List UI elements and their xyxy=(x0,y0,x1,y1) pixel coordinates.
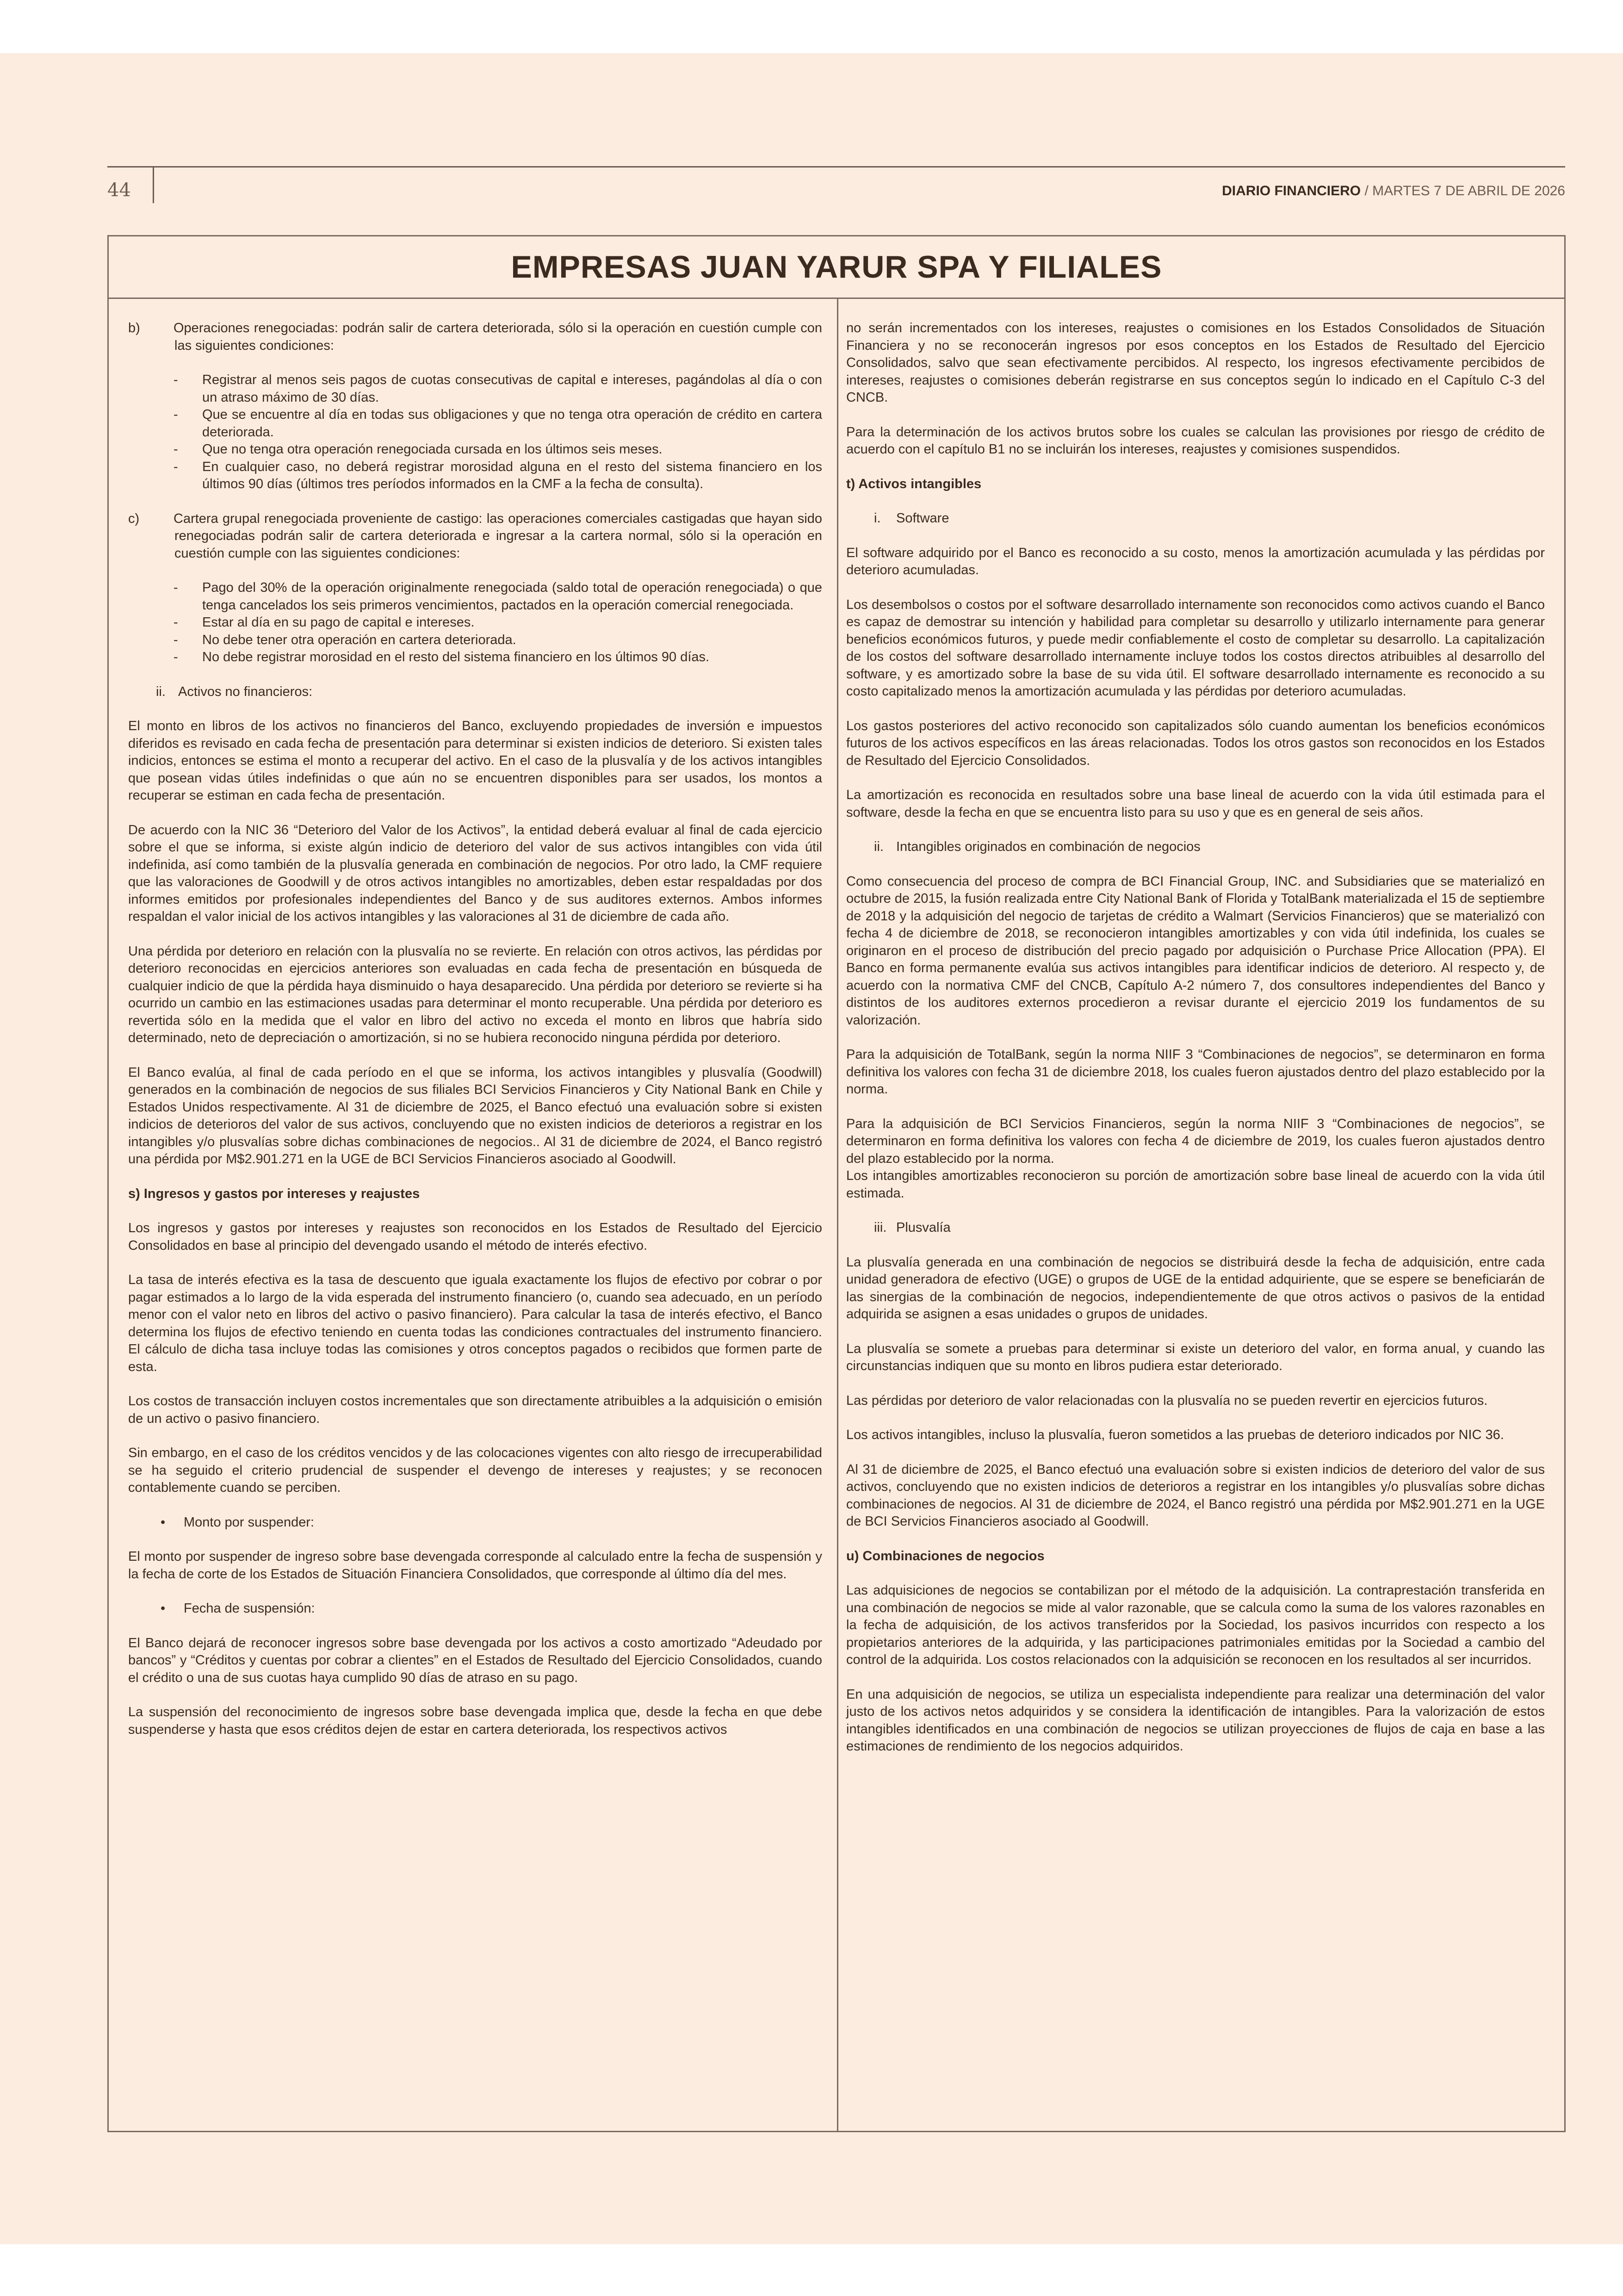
clause-b-label: b) xyxy=(128,321,140,335)
page-title: EMPRESAS JUAN YARUR SPA Y FILIALES xyxy=(511,249,1162,285)
subsection-iii-title: Plusvalía xyxy=(896,1220,951,1235)
list-item: - Registrar al menos seis pagos de cuotas consecutivas de capital e intereses, pagándolas al día o con un atraso máximo de 30 días. xyxy=(128,372,822,406)
paragraph: El monto en libros de los activos no financieros del Banco, excluyendo propiedades de inversión e impuestos diferidos es revisado en cada fecha de presentación para determinar si existen indicios de deterioro. Si existen tales indicios, entonces se estima el monto a recuperar del activo. En el caso de la plusvalía y de los activos intangibles que posean vidas útiles indefinidas o que aún no se encuentren disponibles para ser usados, los montos a recuperar se estiman en cada fecha de presentación. xyxy=(128,719,822,803)
subsection-iii-label: iii. xyxy=(874,1220,887,1235)
paragraph: El software adquirido por el Banco es reconocido a su costo, menos la amortización acumulada y las pérdidas por deterioro acumuladas. xyxy=(846,545,1545,577)
clause-c-conditions xyxy=(128,579,822,666)
paragraph: Los activos intangibles, incluso la plusvalía, fueron sometidos a las pruebas de deterioro indicados por NIC 36. xyxy=(846,1427,1504,1442)
paragraph: Las pérdidas por deterioro de valor relacionadas con la plusvalía no se pueden revertir en ejercicios futuros. xyxy=(846,1393,1488,1408)
page-number-divider xyxy=(153,166,154,203)
paragraph: Para la adquisición de TotalBank, según la norma NIIF 3 “Combinaciones de negocios”, se determinaron en forma definitiva los valores con fecha 31 de diciembre 2018, los cuales fueron ajustados dentro del plazo establecido por la norma. xyxy=(846,1047,1545,1097)
paragraph: La tasa de interés efectiva es la tasa de descuento que iguala exactamente los flujos de efectivo por cobrar o por pagar estimados a lo largo de la vida esperada del instrumento financiero (o, cuando sea adecuado, en un período menor con el valor neto en libros del activo o pasivo financiero). Para calcular la tasa de interés efectivo, el Banco determina los flujos de efectivo teniendo en cuenta todas las condiciones contractuales del instrumento financiero. El cálculo de dicha tasa incluye todas las comisiones y otros conceptos pagados o recibidos que formen parte de esta. xyxy=(128,1272,822,1374)
clause-c-text: Cartera grupal renegociada proveniente de castigo: las operaciones comerciales castigadas que hayan sido renegociadas podrán salir de cartera deteriorada e ingresar a la cartera normal, sólo si la operación en cuestión cumple con las siguientes condiciones: xyxy=(173,511,822,561)
bullet-monto xyxy=(128,1514,822,1532)
list-item: - Estar al día en su pago de capital e intereses. xyxy=(128,614,822,632)
list-item: - En cualquier caso, no deberá registrar morosidad alguna en el resto del sistema financiero en los últimos 90 días (últimos tres períodos informados en la CMF a la fecha de consulta). xyxy=(128,459,822,493)
subsection-i-title: Software xyxy=(896,511,949,526)
paragraph: Para la adquisición de BCI Servicios Financieros, según la norma NIIF 3 “Combinaciones de negocios”, se determinaron en forma definitiva los valores con fecha 4 de diciembre de 2019, los cuales fueron ajustados dentro del plazo establecido por la norma. xyxy=(846,1116,1545,1166)
subsection-ii-title: Activos no financieros: xyxy=(178,684,313,699)
section-t-heading: t) Activos intangibles xyxy=(846,476,982,491)
paragraph: Las adquisiciones de negocios se contabilizan por el método de la adquisición. La contraprestación transferida en una combinación de negocios se mide al valor razonable, que se calcula como la suma de los valores razonables en la fecha de adquisición, de los activos transferidos por la Sociedad, los pasivos incurridos con respecto a los propietarios anteriores de la adquirida, y las participaciones patrimoniales emitidas por la Sociedad a cambio del control de la adquirida. Los costos relacionados con la adquisición se reconocen en los resultados al ser incurridos. xyxy=(846,1583,1545,1667)
list-item: - Pago del 30% de la operación originalmente renegociada (saldo total de operación renegociada) o que tenga cancelados los seis primeros vencimientos, pactados en la operación comercial renegociada. xyxy=(128,579,822,614)
header-rule xyxy=(107,166,1565,168)
paragraph: El Banco evalúa, al final de cada período en el que se informa, los activos intangibles y plusvalía (Goodwill) generados en la combinación de negocios de sus filiales BCI Servicios Financieros y City National Bank en Chile y Estados Unidos respectivamente. Al 31 de diciembre de 2025, el Banco efectuó una evaluación sobre si existen indicios de deterioros del valor de sus activos, concluyendo que no existen indicios de deterioros a registrar en los intangibles y/o plusvalías sobre dichas combinaciones de negocios.. Al 31 de diciembre de 2024, el Banco registró una pérdida por M$2.901.271 en la UGE de BCI Servicios Financieros asociado al Goodwill. xyxy=(128,1065,822,1167)
bullet-icon: • xyxy=(161,1601,166,1616)
paragraph: Al 31 de diciembre de 2025, el Banco efectuó una evaluación sobre si existen indicios de deterioro del valor de sus activos, concluyendo que no existen indicios de deterioros a registrar en los intangibles y/o plusvalías sobre dichas combinaciones de negocios. Al 31 de diciembre de 2024, el Banco registró una pérdida por M$2.901.271 en la UGE de BCI Servicios Financieros asociado al Goodwill. xyxy=(846,1462,1545,1529)
bullet-fecha xyxy=(128,1600,822,1618)
paragraph: La suspensión del reconocimiento de ingresos sobre base devengada implica que, desde la fecha en que debe suspenderse y hasta que esos créditos dejen de estar en cartera deteriorada, los respectivos activos xyxy=(128,1705,822,1737)
paragraph: Como consecuencia del proceso de compra de BCI Financial Group, INC. and Subsidiaries que se materializó en octubre de 2015, la fusión realizada entre City National Bank of Florida y TotalBank materializada el 15 de septiembre de 2018 y la adquisición del negocio de tarjetas de crédito a Walmart (Servicios Financieros) que se materializó con fecha 4 de diciembre de 2018, se reconocieron intangibles amortizables y con vida útil indefinida, los cuales se originaron en el proceso de distribución del precio pagado por adquisición o Purchase Price Allocation (PPA). El Banco en forma permanente evalúa sus activos intangibles para identificar indicios de deterioro. Al respecto y, de acuerdo con la normativa CMF del CNCB, Capítulo A-2 número 7, dos consultores independientes del Banco y distintos de los auditores externos procedieron a revisar durante el ejercicio 2019 los fundamentos de su valorización. xyxy=(846,874,1545,1028)
title-bar xyxy=(109,236,1564,299)
list-item: - Que se encuentre al día en todas sus obligaciones y que no tenga otra operación de crédito en cartera deteriorada. xyxy=(128,406,822,441)
financial-statement-panel xyxy=(107,235,1566,2132)
masthead xyxy=(1222,183,1565,199)
clause-c xyxy=(128,510,822,563)
clause-c-label: c) xyxy=(128,511,140,526)
paragraph: Los costos de transacción incluyen costos incrementales que son directamente atribuibles a la adquisición o emisión de un activo o pasivo financiero. xyxy=(128,1394,822,1426)
bullet-text: Fecha de suspensión: xyxy=(184,1601,315,1616)
subsection-ii-label: ii. xyxy=(156,684,166,699)
clause-b xyxy=(128,320,822,354)
paragraph: El Banco dejará de reconocer ingresos sobre base devengada por los activos a costo amortizado “Adeudado por bancos” y “Créditos y cuentas por cobrar a clientes” en el Estados de Resultado del Ejercicio Consolidados, cuando el crédito o una de sus cuotas haya cumplido 90 días de atraso en su pago. xyxy=(128,1635,822,1685)
bullet-icon: • xyxy=(161,1514,166,1530)
list-item: - Que no tenga otra operación renegociada cursada en los últimos seis meses. xyxy=(128,441,822,459)
paragraph: Los desembolsos o costos por el software desarrollado internamente son reconocidos como activos cuando el Banco es capaz de demostrar su intención y habilidad para completar su desarrollo y utilizarlo internamente para generar beneficios económicos futuros, y puede medir confiablemente el costo de completar su desarrollo. La capitalización de los costos del software desarrollado internamente incluye todos los costos directos atribuibles al desarrollo del software, y es amortizado sobre la base de su vida útil. El software desarrollado internamente es reconocido a su costo capitalizado menos la amortización acumulada y las pérdidas por deterioro acumuladas. xyxy=(846,597,1545,699)
clause-b-text: Operaciones renegociadas: podrán salir de cartera deteriorada, sólo si la operación en cuestión cumple con las siguientes condiciones: xyxy=(173,321,822,353)
masthead-separator: / xyxy=(1361,183,1373,199)
issue-date: MARTES 7 DE ABRIL DE 2026 xyxy=(1372,183,1565,199)
section-u-heading: u) Combinaciones de negocios xyxy=(846,1548,1045,1564)
column-divider xyxy=(837,298,838,2131)
paragraph: En una adquisición de negocios, se utiliza un especialista independiente para realizar una determinación del valor justo de los activos netos adquiridos y se considera la identificación de intangibles. Para la valorización de estos intangibles identificados en una combinación de negocios se utilizan proyecciones de flujos de caja en base a las estimaciones de rendimiento de los negocios adquiridos. xyxy=(846,1687,1545,1754)
paragraph: De acuerdo con la NIC 36 “Deterioro del Valor de los Activos”, la entidad deberá evaluar al final de cada ejercicio sobre el que se informa, si existe algún indicio de deterioro del valor de sus activos intangibles con vida útil indefinida, así como también de la plusvalía generada en combinación de negocios. Por otro lado, la CMF requiere que las valoraciones de Goodwill y de otros activos intangibles no amortizables, deben estar respaldadas por dos informes emitidos por profesionales independientes del Banco y de sus auditores externos. Ambos informes respaldan el valor inicial de los activos intangibles y las valoraciones al 31 de diciembre de cada año. xyxy=(128,822,822,924)
subsection-i-label: i. xyxy=(874,511,881,526)
clause-b-conditions xyxy=(128,372,822,493)
bullet-text: Monto por suspender: xyxy=(184,1514,315,1530)
newspaper-name: DIARIO FINANCIERO xyxy=(1222,183,1361,199)
left-column xyxy=(128,320,822,1756)
paragraph: La amortización es reconocida en resultados sobre una base lineal de acuerdo con la vida útil estimada para el software, desde la fecha en que se encuentra listo para su uso y que es en general de seis años. xyxy=(846,788,1545,820)
subsection-iii xyxy=(846,1219,1545,1237)
right-column xyxy=(846,320,1545,1773)
subsection-ii xyxy=(846,838,1545,856)
paragraph: La plusvalía generada en una combinación de negocios se distribuirá desde la fecha de adquisición, entre cada unidad generadora de efectivo (UGE) o grupos de UGE de la entidad adquiriente, que se espere se beneficiarán de las sinergias de la combinación de negocios, independientemente de que otros activos o pasivos de la entidad adquirida se asignen a esas unidades o grupos de unidades. xyxy=(846,1254,1545,1322)
list-item: - No debe registrar morosidad en el resto del sistema financiero en los últimos 90 días. xyxy=(128,649,822,666)
subsection-ii-title: Intangibles originados en combinación de negocios xyxy=(896,839,1201,854)
paragraph: Para la determinación de los activos brutos sobre los cuales se calculan las provisiones por riesgo de crédito de acuerdo con el capítulo B1 no se incluirán los intereses, reajustes y comisiones suspendidos. xyxy=(846,424,1545,457)
paragraph: Los gastos posteriores del activo reconocido son capitalizados sólo cuando aumentan los beneficios económicos futuros de los activos específicos en las áreas relacionadas. Todos los otros gastos son reconocidos en los Estados de Resultado del Ejercicio Consolidados. xyxy=(846,718,1545,768)
paragraph: El monto por suspender de ingreso sobre base devengada corresponde al calculado entre la fecha de suspensión y la fecha de corte de los Estados de Situación Financiera Consolidados, que corresponde al último día del mes. xyxy=(128,1549,822,1582)
subsection-ii-label: ii. xyxy=(874,839,884,854)
list-item: - No debe tener otra operación en cartera deteriorada. xyxy=(128,632,822,649)
paragraph: Una pérdida por deterioro en relación con la plusvalía no se revierte. En relación con otros activos, las pérdidas por deterioro reconocidas en ejercicios anteriores son evaluadas en cada fecha de presentación en búsqueda de cualquier indicio de que la pérdida haya disminuido o haya desaparecido. Una pérdida por deterioro se revierte si ha ocurrido un cambio en las estimaciones usadas para determinar el monto recuperable. Una pérdida por deterioro es revertida sólo en la medida que el valor en libro del activo no exceda el monto en libros que habría sido determinado, neto de depreciación o amortización, si no se hubiera reconocido ninguna pérdida por deterioro. xyxy=(128,943,822,1045)
section-s-heading: s) Ingresos y gastos por intereses y reajustes xyxy=(128,1186,420,1201)
subsection-i xyxy=(846,510,1545,527)
page-number: 44 xyxy=(107,180,131,201)
paragraph: La plusvalía se somete a pruebas para determinar si existe un deterioro del valor, en forma anual, y cuando las circunstancias indiquen que su monto en libros pudiera estar deteriorado. xyxy=(846,1341,1545,1373)
paragraph: Los intangibles amortizables reconocieron su porción de amortización sobre base lineal de acuerdo con la vida útil estimada. xyxy=(846,1168,1545,1201)
subsection-ii xyxy=(128,683,822,701)
paragraph: Los ingresos y gastos por intereses y reajustes son reconocidos en los Estados de Resultado del Ejercicio Consolidados en base al principio del devengado usando el método de interés efectivo. xyxy=(128,1221,822,1253)
paragraph: no serán incrementados con los intereses, reajustes o comisiones en los Estados Consolidados de Situación Financiera y no se reconocerán ingresos por esos conceptos en los Estados de Resultado del Ejercicio Consolidados, salvo que sean efectivamente percibidos. Al respecto, los ingresos efectivamente percibidos de intereses, reajustes o comisiones deberán registrarse en sus conceptos según lo indicado en el Capítulo C-3 del CNCB. xyxy=(846,321,1545,405)
paragraph: Sin embargo, en el caso de los créditos vencidos y de las colocaciones vigentes con alto riesgo de irrecuperabilidad se ha seguido el criterio prudencial de suspender el devengo de intereses y reajustes; y se reconocen contablemente cuando se perciben. xyxy=(128,1446,822,1495)
